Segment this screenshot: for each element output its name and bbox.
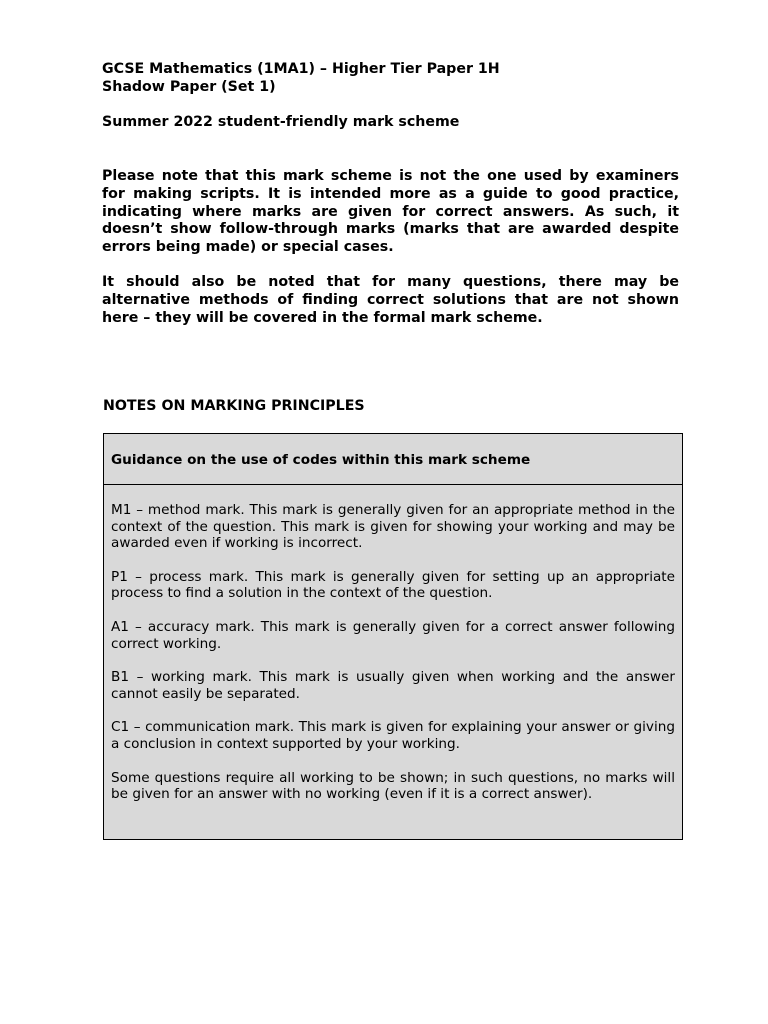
document-title [102, 61, 500, 96]
title-line-1: GCSE Mathematics (1MA1) – Higher Tier Paper 1H [102, 61, 500, 77]
code-item-a1: A1 – accuracy mark. This mark is generally given for a correct answer following correct working. [111, 618, 675, 652]
document-subtitle: Summer 2022 student-friendly mark scheme [102, 114, 460, 130]
guidance-box-heading: Guidance on the use of codes within this mark scheme [104, 434, 682, 485]
title-line-2: Shadow Paper (Set 1) [102, 78, 276, 95]
guidance-box-body [104, 485, 682, 803]
guidance-box [103, 433, 683, 840]
section-heading: NOTES ON MARKING PRINCIPLES [103, 398, 365, 414]
working-note: Some questions require all working to be shown; in such questions, no marks will be given for an answer with no working (even if it is a correct answer). [111, 769, 675, 803]
intro-paragraph-2: It should also be noted that for many questions, there may be alternative methods of finding correct solutions that are not shown here – they will be covered in the formal mark scheme. [102, 274, 679, 326]
code-item-p1: P1 – process mark. This mark is generally given for setting up an appropriate process to find a solution in the context of the question. [111, 568, 675, 602]
intro-paragraph-1: Please note that this mark scheme is not the one used by examiners for making scripts. It is intended more as a guide to good practice, indicating where marks are given for correct answers. As such, it doesn’t show follow-through marks (marks that are awarded despite errors being made) or special cases. [102, 168, 679, 256]
code-item-m1: M1 – method mark. This mark is generally given for an appropriate method in the context of the question. This mark is given for showing your working and may be awarded even if working is incorrect. [111, 502, 675, 552]
code-item-c1: C1 – communication mark. This mark is given for explaining your answer or giving a conclusion in context supported by your working. [111, 719, 675, 752]
code-item-b1: B1 – working mark. This mark is usually given when working and the answer cannot easily be separated. [111, 669, 675, 702]
